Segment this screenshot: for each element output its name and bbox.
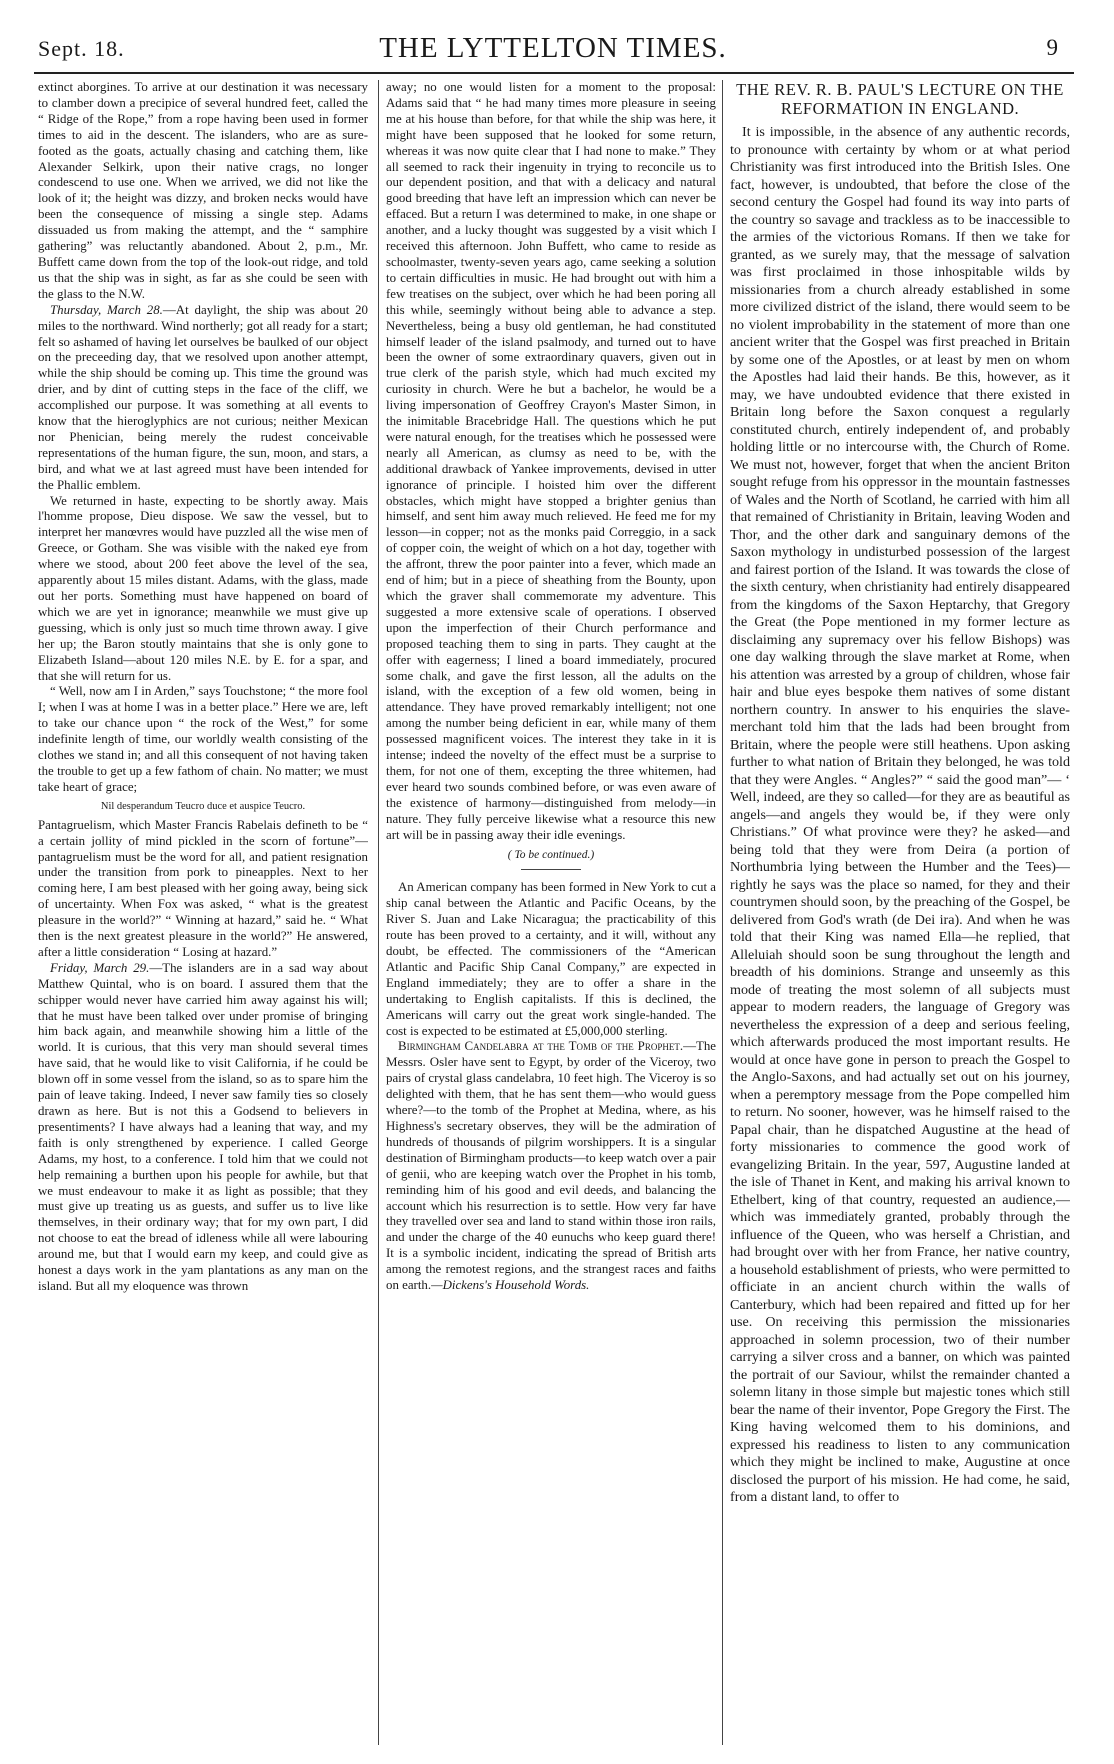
paragraph bbox=[386, 1039, 716, 1294]
issue-date: Sept. 18. bbox=[38, 36, 125, 61]
article-divider bbox=[521, 869, 581, 870]
page-number: 9 bbox=[1046, 35, 1058, 60]
paragraph: We returned in haste, expecting to be shortly away. Mais l'homme propose, Dieu dispose. We saw the vessel, but to interpret her manœvres would have puzzled all the wise men of Greece, or Gotham. She was visible with the naked eye from where we stood, about 200 feet above the level of the sea, apparently about 15 miles distant. Adams, with the glass, made out her ports. Something must have happened on board of which we are yet in ignorance; meanwhile we must give up guessing, which is only just so much time thrown away. I give her up; the Baron stoutly maintains that she is only gone to Elizabeth Island—about 120 miles N.E. by E. for a spar, and that she will return for us. bbox=[38, 493, 368, 683]
paragraph bbox=[38, 303, 368, 494]
paragraph: Pantagruelism, which Master Francis Rabelais defineth to be “ a certain jollity of mind pickled in the scorn of fortune”—pantagruelism must be the word for all, and patient resignation under the transition from pork to pineapples. Next to her coming here, I am best pleased with her going away, being sick of uncertainty. When Fox was asked, “ what is the greatest pleasure in the world?” “ Winning at hazard,” said he. “ What then is the next greatest pleasure in the world?” He answered, after a little consideration “ Losing at hazard.” bbox=[38, 817, 368, 959]
column-divider-1 bbox=[378, 80, 379, 1745]
entry-date: Friday, March 29. bbox=[50, 960, 150, 975]
latin-motto: Nil desperandum Teucro duce et auspice Teucro. bbox=[100, 800, 306, 812]
article-lead: Birmingham Candelabra at the Tomb of the Prophet. bbox=[398, 1039, 684, 1054]
paragraph: extinct aborgines. To arrive at our destination it was necessary to clamber down a precipice of several hundred feet, called the “ Ridge of the Rope,” from a rope having been used in former times to aid in the descent. The islanders, who are as sure-footed as the goats, actually chasing and catching them, like Alexander Selkirk, upon their native crags, no longer condescend to use one. When we arrived, we did not like the look of it; the height was dizzy, and broken necks would have been the consequence of missing a single step. Adams dissuaded us from making the attempt, and the “ samphire gathering” was reluctantly abandoned. About 2, p.m., Mr. Buffett came down from the top of the look-out ridge, and told us that the ship was in sight, as far as she could be seen with the glass to the N.W. bbox=[38, 80, 368, 301]
column-3 bbox=[730, 80, 1070, 1750]
article-text: —The Messrs. Osler have sent to Egypt, by order of the Viceroy, two pairs of crystal glass candelabra, 10 feet high. The Viceroy is so delighted with them, that he has sent them—who would guess where?—to the tomb of the Prophet at Medina, where, as his Highness's secretary observes, they will be the admiration of hundreds of thousands of pilgrim worshippers. It is a singular destination of Birmingham products—to keep watch over a pair of genii, who are keeping watch over the Prophet in his tomb, reminding him of his good and evil deeds, and balancing the account which his resurrection is to settle. How very far have they travelled over sea and land to stand within those iron rails, and under the charge of the 40 eunuchs who keep guard there! It is a symbolic incident, indicating the spread of British arts among the remotest regions, and the strangest races and faiths on earth. bbox=[386, 1039, 716, 1293]
paragraph: “ Well, now am I in Arden,” says Touchstone; “ the more fool I; when I was at home I was in a better place.” Here we are, left to take our chance upon “ the rock of the West,” for some indefinite length of time, our worldly wealth consisting of the clothes we stand in; and all this consequent of not having taken the trouble to get up a few fathom of chain. No matter; we must take heart of grace; bbox=[38, 684, 368, 794]
header-rule bbox=[34, 72, 1074, 74]
to-be-continued: ( To be continued.) bbox=[507, 848, 595, 861]
article-headline: THE REV. R. B. PAUL'S LECTURE ON THE REFORMATION IN ENGLAND. bbox=[736, 80, 1064, 118]
newspaper-title: THE LYTTELTON TIMES. bbox=[379, 32, 727, 64]
entry-text: —The islanders are in a sad way about Matthew Quintal, who is on board. I assured them that the schipper would never have carried him away against his will; that he must have been talked over under promise of bringing him back again, and meanwhile showing him a little of the world. It is curious, that this very man should several times have said, that he would like to visit California, if he could be blown off in some vessel from the island, so as to spare him the pain of leave taking. Indeed, I never saw family ties so closely drawn as here. But is not this a Godsend to believers in presentiments? I have always had a leaning that way, and my faith is only strengthened by experience. I called George Adams, my host, to a conference. I told him that we could not help remaining a burthen upon his people for awhile, but that we must endeavour to make it as light as possible; that they must give up treating us as guests, and suffer us to live like themselves, in their ordinary way; that for my own part, I did not choose to eat the bread of idleness while all were labouring around me, but that I would earn my keep, and could give as honest a days work in the yam plantations as any man on the island. But all my eloquence was thrown bbox=[38, 960, 368, 1293]
paragraph: It is impossible, in the absence of any authentic records, to pronounce with certainty by whom or at what period Christianity was first introduced into the British Isles. One fact, however, is undoubted, that before the close of the second century the Gospel had found its way into parts of the country so savage and trackless as to be inaccessible to the armies of the victorious Romans. If then we take for granted, as we surely may, that the message of salvation was first proclaimed in those inhospitable wilds by missionaries from a church already established in some more civilized district of the island, there would seem to be no violent improbability in the statement of more than one ancient writer that the Gospel was first preached in Britain by some one of the Apostles, or at least by men on whom the Apostles had laid their hands. Be this, however, as it may, we have undoubted evidence that there existed in Britain long before the Saxon conquest a regularly constituted church, entirely independent of, and probably holding little or no intercourse with, the Church of Rome. We must not, however, forget that when the ancient Briton sought refuge from his oppressor in the mountain fastnesses of Wales and the North of Scotland, he carried with him all that remained of Christianity in Britain, leaving Woden and Thor, and the other dark and sanguinary demons of the Saxon mythology in undisturbed possession of the largest and fairest portion of the Island. It was towards the close of the sixth century, when christianity had entirely disappeared from the kingdoms of the Saxon Heptarchy, that Gregory the Great (the Pope mentioned in my former lecture as disclaiming any supremacy over his fellow Bishops) was one day walking through the slave market at Rome, when his attention was arrested by a group of children, whose fair hair and blue eyes bespoke them natives of some distant northern country. In answer to his enquiries the slave-merchant told him that the lads had been brought from Britain, where the people were still heathens. Upon asking further to what nation of Britain they belonged, he was told that they were Angles. “ Angles?” “ said the good man”— ‘ Well, indeed, are they so called—for they are as beautiful as angels—and angels they would be, if they were only Christians.” Of what province were they? he asked—and being told that they were from Deira (a portion of Northumbria lying between the Humber and the Tees)—rightly he says was the place so named, for they and their countrymen should soon, by the preaching of the Gospel, be delivered from God's wrath (de Dei ira). And when he was told that their King was named Ella—he replied, that Alleluiah should soon be sung throughout the length and breadth of his dominions. Strange and unseemly as this mode of treating the most solemn of all subjects must appear to modern readers, the language of Gregory was nevertheless the expression of a deep and serious feeling, which afterwards produced the most important results. He would at once have gone in person to preach the Gospel to the Anglo-Saxons, and had actually set out on his journey, when a peremptory message from the Pope compelled him to return. No sooner, however, was he himself raised to the Papal chair, than he dispatched Augustine at the head of forty missionaries to commence the good work of evangelizing Britain. In the year, 597, Augustine landed at the isle of Thanet in Kent, and making his arrival known to Ethelbert, king of that country, requested an audience,—which was immediately granted, probably through the influence of the Queen, who was herself a Christian, and had brought over with her from France, her native country, a household establishment of priests, who were permitted to officiate in an ancient church within the walls of Canterbury, which had been repaired and fitted up for her use. On receiving this permission the missionaries approached in solemn procession, two of their number carrying a silver cross and a banner, on which was painted the portrait of our Saviour, whilst the remainder chanted a solemn litany in those simple but majestic tones which still bear the name of their inventor, Pope Gregory the First. The King having welcomed them to his dominions, and expressed his readiness to listen to any communication which they might be inclined to make, Augustine at once disclosed the purport of his mission. He had come, he said, from a distant land, to offer to bbox=[730, 124, 1070, 1505]
article-source: —Dickens's Household Words. bbox=[431, 1278, 590, 1293]
paragraph: away; no one would listen for a moment to the proposal: Adams said that “ he had many times more pleasure in seeing me at his house than before, for that while the ship was here, it might have been supposed that he looked for some return, whereas it was now quite clear that I had none to make.” They all seemed to rack their ingenuity in trying to reconcile us to our dependent position, and that with a delicacy and natural good breeding that have left an impression which can never be effaced. But a return I was determined to make, in one shape or another, and a lucky thought was suggested by a visit which I received this afternoon. John Buffett, who came to reside as schoolmaster, twenty-seven years ago, came seeking a solution to certain difficulties in music. He had brought out with him a few treatises on the subject, over which he had been poring all this while, seemingly without being able to advance a step. Nevertheless, being a busy old gentleman, he had constituted himself leader of the island psalmody, and turned out to have been the owner of some extraordinary quavers, given out in true clerk of the parish style, which had much excited my curiosity in church. Were he but a bachelor, he would be a living impersonation of Geoffrey Crayon's Master Simon, in the inimitable Bracebridge Hall. The questions which he put were natural enough, for the treatises which he possessed were nearly all American, as clumsy as need to be, with the additional drawback of Yankee improvements, devised in utter ignorance of principle. I hoisted him over the different obstacles, which might have stopped a brighter genius than himself, and sent him away much relieved. He feed me for my lesson—in copper; not as the monks paid Correggio, in a sack of copper coin, the weight of which on a hot day, together with the affront, threw the poor painter into a fever, which made an end of him; but in a piece of sheathing from the Bounty, upon which the graver shall commemorate my adventure. This suggested a more extensive scale of operations. I observed upon the imperfection of their Church performance and proposed teaching them to sing in parts. They caught at the offer with eagerness; I lined a board immediately, procured some chalk, and gave the first lesson, all the adults on the island, with the exception of a few old women, being in attendance. They have proved remarkably intelligent; not one among the number being deficient in ear, while many of them possessed magnificent voices. The interest they take in it is intense; indeed the novelty of the effect must be a surprise to them, for not one of them, excepting the three whitemen, had ever heard two sounds combined before, or was even aware of the existence of harmony—distinguished from melody—in nature. They fully perceive likewise what a resource this new art will be in passing away their idle evenings. bbox=[386, 80, 716, 842]
masthead bbox=[22, 32, 1084, 66]
paragraph bbox=[38, 961, 368, 1295]
paragraph: An American company has been formed in New York to cut a ship canal between the Atlantic and Pacific Oceans, by the River S. Juan and Lake Nicaragua; the practicability of this route has been proved to a certainty, and it will, without any doubt, be effected. The commissioners of the “American Atlantic and Pacific Ship Canal Company,” are expected in England immediately; they are to offer a share in the undertaking to English capitalists. If this is declined, the Americans will carry out the great work single-handed. The cost is expected to be estimated at £5,000,000 sterling. bbox=[386, 880, 716, 1038]
entry-text: —At daylight, the ship was about 20 miles to the northward. Wind northerly; got all ready for a start; felt so ashamed of having let ourselves be baulked of our object on the preceeding day, that we resolved upon another attempt, while the ship should be coming up. This time the ground was drier, and by dint of cutting steps in the face of the cliff, we accomplished our purpose. It was something at all events to know that the hieroglyphics are not curious; neither Mexican nor Phenician, being merely the rudest conceivable representations of the human figure, the sun, moon, and stars, a bird, and what we at last agreed must have been intended for the Phallic emblem. bbox=[38, 302, 368, 492]
entry-date: Thursday, March 28. bbox=[50, 302, 163, 317]
column-1 bbox=[38, 80, 368, 1750]
column-divider-2 bbox=[722, 80, 723, 1745]
column-2 bbox=[386, 80, 716, 1750]
